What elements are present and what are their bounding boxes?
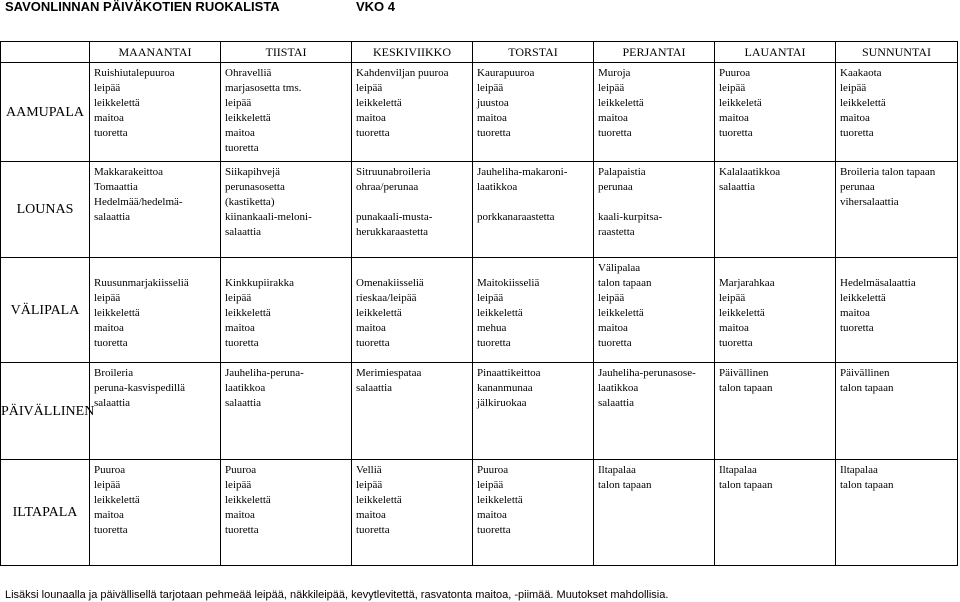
menu-item: Marjarahkaa xyxy=(719,277,775,289)
menu-item: Jauheliha-makaroni- xyxy=(477,166,568,178)
day-header: TIISTAI xyxy=(221,42,352,63)
menu-item: maitoa xyxy=(94,112,124,124)
menu-item xyxy=(356,261,472,276)
menu-item: Sitruunabroileria xyxy=(356,166,431,178)
menu-item: Hedelmää/hedelmä- xyxy=(94,196,183,208)
meal-row xyxy=(1,363,958,460)
menu-item: leipää xyxy=(719,292,746,304)
menu-item: tuoretta xyxy=(719,127,753,139)
menu-cell xyxy=(836,460,958,566)
menu-item: maitoa xyxy=(94,509,124,521)
menu-item: tuoretta xyxy=(598,337,632,349)
menu-item: leikkelettä xyxy=(598,307,644,319)
menu-cell xyxy=(473,63,594,162)
menu-item: salaattia xyxy=(225,397,262,409)
menu-cell xyxy=(221,162,352,258)
menu-item: leipää xyxy=(598,82,625,94)
menu-cell xyxy=(715,258,836,363)
menu-item: leipää xyxy=(356,82,383,94)
menu-item: leipää xyxy=(94,479,121,491)
menu-cell xyxy=(352,258,473,363)
menu-cell xyxy=(594,363,715,460)
meal-row xyxy=(1,460,958,566)
menu-item: tuoretta xyxy=(356,127,390,139)
menu-item: leikkelettä xyxy=(94,307,140,319)
meal-label: VÄLIPALA xyxy=(1,258,90,363)
menu-cell xyxy=(836,162,958,258)
menu-item: laatikkoa xyxy=(598,382,639,394)
menu-item: maitoa xyxy=(598,322,628,334)
menu-item: perunaa xyxy=(598,181,633,193)
menu-item: vihersalaattia xyxy=(840,196,899,208)
day-header: LAUANTAI xyxy=(715,42,836,63)
menu-item: Kaakaota xyxy=(840,67,882,79)
menu-item: tuoretta xyxy=(94,127,128,139)
menu-item: salaattia xyxy=(94,211,131,223)
menu-item: Ruishiutalepuuroa xyxy=(94,67,175,79)
menu-item: maitoa xyxy=(225,127,255,139)
menu-item: leipää xyxy=(477,82,504,94)
menu-cell xyxy=(473,162,594,258)
menu-cell xyxy=(473,460,594,566)
menu-item: leikkelettä xyxy=(477,494,523,506)
menu-item: punakaali-musta- xyxy=(356,211,433,223)
menu-item: perunaa xyxy=(840,181,875,193)
menu-item: tuoretta xyxy=(356,524,390,536)
menu-item: tuoretta xyxy=(477,337,511,349)
menu-item: tuoretta xyxy=(94,524,128,536)
menu-item: talon tapaan xyxy=(840,382,894,394)
meal-row xyxy=(1,162,958,258)
menu-title: SAVONLINNAN PÄIVÄKOTIEN RUOKALISTA xyxy=(5,0,280,14)
menu-item: jälkiruokaa xyxy=(477,397,527,409)
menu-item: maitoa xyxy=(225,322,255,334)
menu-table xyxy=(0,41,958,566)
menu-cell xyxy=(352,162,473,258)
menu-item xyxy=(94,261,220,276)
menu-cell xyxy=(836,63,958,162)
menu-item: leipää xyxy=(598,292,625,304)
menu-item: leikkelettä xyxy=(719,307,765,319)
menu-item: tuoretta xyxy=(719,337,753,349)
menu-item: Jauheliha-peruna- xyxy=(225,367,304,379)
menu-item: maitoa xyxy=(477,509,507,521)
menu-item: juustoa xyxy=(477,97,509,109)
menu-item: maitoa xyxy=(356,509,386,521)
menu-item: leikkelettä xyxy=(356,494,402,506)
menu-item: leikkelettä xyxy=(840,97,886,109)
meal-label: ILTAPALA xyxy=(1,460,90,566)
menu-cell xyxy=(594,63,715,162)
menu-item: Kalalaatikkoa xyxy=(719,166,781,178)
corner-cell xyxy=(1,42,90,63)
menu-cell xyxy=(221,258,352,363)
menu-item: leipää xyxy=(94,82,121,94)
menu-item: leikkelettä xyxy=(225,307,271,319)
menu-item: Merimiespataa xyxy=(356,367,422,379)
menu-item: maitoa xyxy=(719,322,749,334)
menu-cell xyxy=(90,162,221,258)
menu-item: maitoa xyxy=(94,322,124,334)
menu-item: leipää xyxy=(477,479,504,491)
menu-item: Omenakiisseliä xyxy=(356,277,424,289)
menu-item: maitoa xyxy=(719,112,749,124)
menu-item: Päivällinen xyxy=(840,367,890,379)
meal-row xyxy=(1,63,958,162)
menu-item: leipää xyxy=(840,82,867,94)
footer-note: Lisäksi lounaalla ja päivällisellä tarjotaan pehmeää leipää, näkkileipää, kevytlevitettä, rasvatonta maitoa, -piimää. Muutokset mahdollisia. xyxy=(5,589,669,601)
menu-item: Broileria talon tapaan xyxy=(840,166,936,178)
menu-item: tuoretta xyxy=(225,524,259,536)
menu-item: kiinankaali-meloni- xyxy=(225,211,312,223)
menu-cell xyxy=(90,63,221,162)
menu-item: leikkelettä xyxy=(94,494,140,506)
meal-row xyxy=(1,258,958,363)
menu-item: leipää xyxy=(356,479,383,491)
menu-item: Pinaattikeittoa xyxy=(477,367,541,379)
menu-item: perunasosetta xyxy=(225,181,285,193)
menu-item: tuoretta xyxy=(840,322,874,334)
menu-item: talon tapaan xyxy=(719,479,773,491)
meal-label: PÄIVÄLLINEN xyxy=(1,363,90,460)
menu-cell xyxy=(352,460,473,566)
menu-item: ohraa/perunaa xyxy=(356,181,419,193)
menu-item: Makkarakeittoa xyxy=(94,166,164,178)
menu-cell xyxy=(836,258,958,363)
menu-item: herukkaraastetta xyxy=(356,226,429,238)
menu-cell xyxy=(90,363,221,460)
menu-item: Iltapalaa xyxy=(840,464,878,476)
menu-item: Puuroa xyxy=(225,464,257,476)
menu-item: Kahdenviljan puuroa xyxy=(356,67,449,79)
menu-item: Maitokiisseliä xyxy=(477,277,540,289)
menu-item: tuoretta xyxy=(477,524,511,536)
day-header: KESKIVIIKKO xyxy=(352,42,473,63)
menu-item: talon tapaan xyxy=(719,382,773,394)
menu-cell xyxy=(221,63,352,162)
menu-item: Iltapalaa xyxy=(598,464,636,476)
menu-item: leikkelettä xyxy=(225,494,271,506)
menu-item: Ruusunmarjakiisseliä xyxy=(94,277,189,289)
menu-item: Siikapihvejä xyxy=(225,166,280,178)
menu-item: salaattia xyxy=(94,397,131,409)
menu-item xyxy=(598,195,714,210)
header-row xyxy=(1,42,958,63)
menu-item: porkkanaraastetta xyxy=(477,211,555,223)
menu-cell xyxy=(715,460,836,566)
menu-item: leikkelettä xyxy=(356,307,402,319)
menu-item: Kinkkupiirakka xyxy=(225,277,295,289)
menu-cell xyxy=(221,460,352,566)
menu-item: maitoa xyxy=(840,307,870,319)
menu-item: (kastiketta) xyxy=(225,196,275,208)
menu-item: marjasosetta tms. xyxy=(225,82,302,94)
menu-item: Broileria xyxy=(94,367,134,379)
menu-item: Iltapalaa xyxy=(719,464,757,476)
meal-label: AAMUPALA xyxy=(1,63,90,162)
menu-item: tuoretta xyxy=(598,127,632,139)
menu-item xyxy=(840,261,957,276)
menu-item: Puuroa xyxy=(94,464,126,476)
menu-item: salaattia xyxy=(719,181,756,193)
menu-cell xyxy=(594,460,715,566)
menu-item: Päivällinen xyxy=(719,367,769,379)
menu-item: maitoa xyxy=(356,322,386,334)
menu-cell xyxy=(90,258,221,363)
menu-item xyxy=(477,261,593,276)
menu-item: leipää xyxy=(477,292,504,304)
menu-item: talon tapaan xyxy=(840,479,894,491)
menu-item: tuoretta xyxy=(356,337,390,349)
menu-item: rieskaa/leipää xyxy=(356,292,417,304)
menu-cell xyxy=(352,363,473,460)
menu-item: talon tapaan xyxy=(598,479,652,491)
menu-item: mehua xyxy=(477,322,507,334)
menu-item: maitoa xyxy=(840,112,870,124)
menu-item: leikkeletä xyxy=(719,97,762,109)
menu-item: leipää xyxy=(719,82,746,94)
menu-item: Ohravelliä xyxy=(225,67,272,79)
menu-item: leipää xyxy=(94,292,121,304)
menu-item: Palapaistia xyxy=(598,166,646,178)
menu-item: Velliä xyxy=(356,464,382,476)
menu-item xyxy=(719,261,835,276)
menu-item: kananmunaa xyxy=(477,382,533,394)
menu-item: Puuroa xyxy=(719,67,751,79)
menu-item: leikkelettä xyxy=(598,97,644,109)
meal-label: LOUNAS xyxy=(1,162,90,258)
menu-item: Tomaattia xyxy=(94,181,138,193)
menu-item: leipää xyxy=(225,479,252,491)
menu-item: laatikkoa xyxy=(477,181,518,193)
menu-cell xyxy=(352,63,473,162)
menu-item: Välipalaa xyxy=(598,262,641,274)
menu-cell xyxy=(473,258,594,363)
menu-item: leikkelettä xyxy=(94,97,140,109)
menu-cell xyxy=(715,162,836,258)
menu-cell xyxy=(715,363,836,460)
menu-item: maitoa xyxy=(356,112,386,124)
menu-item: leikkelettä xyxy=(356,97,402,109)
menu-item: salaattia xyxy=(356,382,393,394)
day-header: TORSTAI xyxy=(473,42,594,63)
menu-item: laatikkoa xyxy=(225,382,266,394)
menu-item: tuoretta xyxy=(94,337,128,349)
menu-item: tuoretta xyxy=(477,127,511,139)
menu-item: tuoretta xyxy=(225,142,259,154)
menu-item xyxy=(356,195,472,210)
menu-item: leikkelettä xyxy=(840,292,886,304)
menu-item: leipää xyxy=(225,97,252,109)
menu-cell xyxy=(90,460,221,566)
menu-item: Puuroa xyxy=(477,464,509,476)
day-header: PERJANTAI xyxy=(594,42,715,63)
menu-cell xyxy=(594,258,715,363)
menu-item: tuoretta xyxy=(840,127,874,139)
menu-item: kaali-kurpitsa- xyxy=(598,211,663,223)
week-number: VKO 4 xyxy=(356,0,396,14)
menu-cell xyxy=(715,63,836,162)
menu-item: leikkelettä xyxy=(477,307,523,319)
menu-item: leipää xyxy=(225,292,252,304)
menu-item: Kaurapuuroa xyxy=(477,67,535,79)
day-header: SUNNUNTAI xyxy=(836,42,958,63)
menu-cell xyxy=(221,363,352,460)
menu-item: maitoa xyxy=(598,112,628,124)
day-header: MAANANTAI xyxy=(90,42,221,63)
menu-item xyxy=(225,261,351,276)
menu-cell xyxy=(473,363,594,460)
menu-item xyxy=(477,195,593,210)
menu-item: Muroja xyxy=(598,67,631,79)
menu-item: Hedelmäsalaattia xyxy=(840,277,916,289)
menu-item: maitoa xyxy=(477,112,507,124)
menu-item: peruna-kasvispedillä xyxy=(94,382,186,394)
menu-item: salaattia xyxy=(225,226,262,238)
menu-item: leikkelettä xyxy=(225,112,271,124)
menu-item: talon tapaan xyxy=(598,277,652,289)
menu-item: tuoretta xyxy=(225,337,259,349)
menu-cell xyxy=(836,363,958,460)
menu-item: raastetta xyxy=(598,226,635,238)
menu-item: salaattia xyxy=(598,397,635,409)
menu-cell xyxy=(594,162,715,258)
menu-item: Jauheliha-perunasose- xyxy=(598,367,696,379)
menu-item: maitoa xyxy=(225,509,255,521)
